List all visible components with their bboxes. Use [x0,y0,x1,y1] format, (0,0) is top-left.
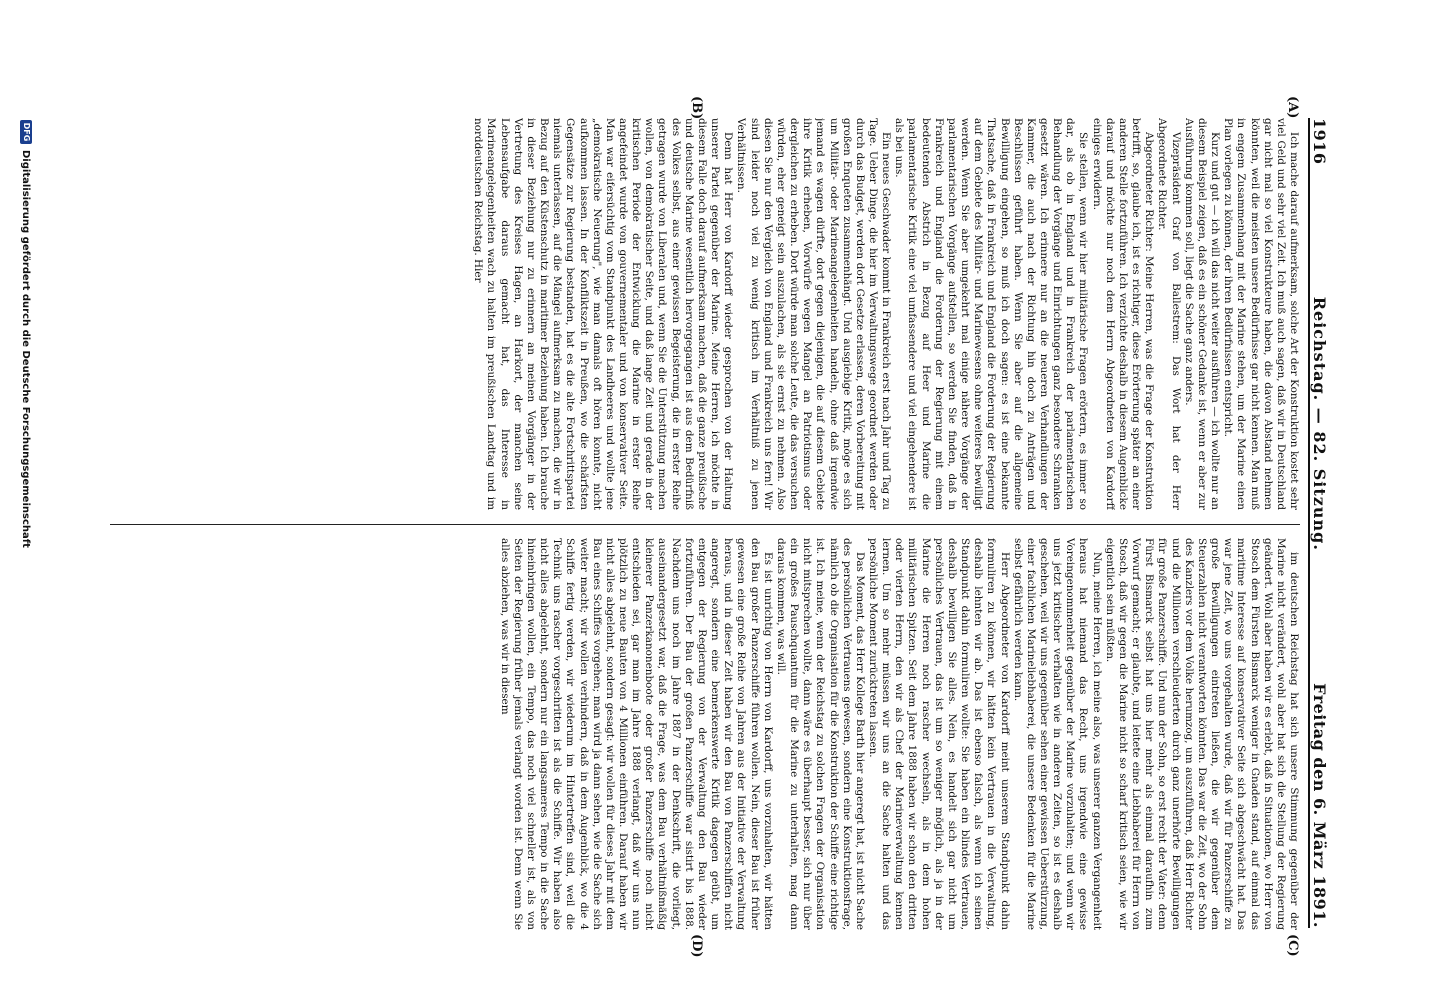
margin-mark-a: (A) [1285,96,1300,119]
session-title: Reichstag. — 82. Sitzung. [1310,296,1329,551]
dfg-logo: DFG [20,120,32,144]
paragraph: Kurz und gut — ich will das nicht weiter ausführen — ich wollte nur an diesem Beispiel zeigen, daß es ein schöner Gedanke ist, wenn er aber zur Ausführung kommen soll, liegt die Sache ganz anders. [1182,118,1222,510]
margin-mark-d: (D) [689,934,704,958]
paragraph: Ich mache darauf aufmerksam, solche Art der Konstruktion kostet sehr viel Geld und sehr viel Zeit. Ich muß auch sagen, daß wir in Deutschland gar nicht mal so viel Konstrukteure haben, die davon Abstand nehmen könnten, weil die meisten unsere Bedürfnisse gar nicht kennen. Man muß in engem Zusammenhang mit der Marine stehen, um der Marine einen Plan vorlegen zu können, der ihren Bedürfnissen entspricht. [1222,118,1300,510]
paragraph: Vizepräsident Graf von Ballestrem: Das Wort hat der Herr Abgeordnete Richter. [1156,118,1182,510]
session-date: Freitag den 6. März 1891. [1310,683,1329,928]
paragraph: Abgeordneter Richter: Meine Herren, was die Frage der Konstruktion betrifft, so, glaube ich, ist es richtiger, diese Erörterung später an einer anderen Stelle fortzuführen. Ich verzichte deshalb in diesem Augenblicke darauf und möchte nur noch dem Herrn Abgeordneten von Kardorff einiges erwidern. [1090,118,1156,510]
paragraph: Das Moment, das Herr Kollege Barth hier angeregt hat, ist nicht Sache des persönlichen Vertrauens gewesen, sondern eine Konstruktionsfrage, nämlich ob die Organisation für die Konstruktion der Schiffe eine richtige ist. Ich meine, wenn der Reichstag zu solchen Fragen der Organisation nicht mitsprechen wollte, dann wäre es überhaupt besser, sich nur über ein großes Pauschquantum für die Marine zu unterhalten, mag dann daraus kommen, was will. [774,538,866,930]
page-header [1308,118,1350,928]
text-column-left [100,118,1300,510]
paragraph: Ein neues Geschwader kommt in Frankreich erst nach Jahr und Tag zu Tage. Ueber Dinge, die hier im Verwaltungswege geordnet werden oder durch das Budget, werden dort Gesetze erlassen, deren Vorbereitung mit großen Enqueten zusammenhängt. Und ausgiebige Kritik, möge es sich um Militär- oder Marineangelegenheiten handeln, ohne daß irgendwie jemand es wagen dürfte, dort gegen diejenigen, die auf diesem Gebiete ihre Kritik erheben, Vorwürfe wegen Mangel an Patriotismus oder dergleichen zu erheben. Dort würde man solche Leute, die das versuchen würden, eher geneigt sein auszulachen, als sie ernst zu nehmen. Also diesen Sie nur den Vergleich von England und Frankreich uns fern! Wir sind leider noch viel zu wenig kritisch im Verhältniß zu jenen Verhältnissen. [735,118,893,510]
column-divider [110,524,1300,525]
text-column-right [100,538,1300,930]
paragraph: im deutschen Reichstag hat sich unsere Stimmung gegenüber der Marine nicht verändert, wohl aber hat sich die Stellung der Regierung geändert. Wohl aber haben wir es erlebt, daß in Situationen, wo Herr von Stosch dem Fürsten Bismarck weniger in Gnaden stand, auf einmal das maritime Interesse auf konservativer Seite sich abgeschwächt hat. Das war jene Zeit, wo uns vorgehalten wurde, daß wir für Panzerschiffe zu große Bewilligungen eintreten ließen, die wir gegenüber dem Steuerzahlen nicht verantworten könnten. Das war die Zeit, wo der Sohn des Kanzlers vor dem Volke herumzog, um auszuführen, daß Herr Richter und die Millionen verschleuderten durch ganz unerhörte Bewilligungen für große Panzerschiffe. Und nun der Sohn, so erst recht der Vater: denn Fürst Bismarck selbst hat uns hier mehr als einmal daraufhin zum Vorwurf gemacht; er glaubte, und leitete eine Liebhaberei für Herrn von Stosch, daß wir gegen die Marine nicht so scharf kritisch seien, wie wir eigentlich sein müßten. [1103,538,1300,930]
paragraph: Denn hat Herr von Kardorff wieder gesprochen von der Haltung unserer Partei gegenüber der Marine. Meine Herren, ich möchte in diesem Falle doch darauf aufmerksam machen, daß die ganze preußische und deutsche Marine wesentlich hervorgegangen ist aus dem Bedürfniß des Volkes selbst, aus einer gewissen Begeisterung, die in erster Reihe getragen wurde von Liberalen und, wenn Sie die Unterstützung machen wollen, von demokratischer Seite, und daß lange Zeit und gerade in der kritischen Periode der Entwicklung die Marine in erster Reihe angefeindet wurde von gouvernementaler und von konservativer Seite. Man war eifersüchtig vom Standpunkt des Landheeres und wollte jene „demokratische Neuerung", wie man damals oft hören konnte, nicht aufkommen lassen. In der Konfliktszeit in Preußen, wo die schärfsten Gegensätze zur Regierung bestanden, hat es die alte Fortschrittspartei niemals unterlassen, auf die Mängel aufmerksam zu machen, die wir in Bezug auf den Küstenschutz in maritimer Beziehung haben. Ich brauche in dieser Beziehung nur zu erinnern an meinen Vorgänger in der Vertretung des Kreises Hagen, an Harkort, der manchen seine Lebensaufgabe daraus gemacht hat, das Interesse in Marineangelegenheiten wach zu halten im preußischen Landtag und im norddeutschen Reichstag. Hier [472,118,735,510]
paragraph: Es ist unrichtig von Herrn von Kardorff, uns vorzuhalten, wir hätten den Bau großer Panzerschiffe führen wollen. Nein, dieser Bau ist früher gewesen eine große Reihe von Jahren aus der Initiative der Verwaltung heraus, und in dieser Zeit haben wir den Bau von Panzerschiffen nicht angeregt, sondern eine bemerkenswerte Kritik dagegen geübt, um entgegen der Regierung von der Verwaltung den Bau wieder fortzuführen. Der Bau der großen Panzerschiffe war sistirt bis 1888. Nachdem uns noch im Jahre 1887 in der Denkschrift, die vorliegt, auseinandergesetzt war, daß die Frage, was dem Bau verhältnißmäßig kleinerer Panzerkanonenboote oder großer Panzerschiffe noch nicht entschieden sei, gar man im Jahre 1888 verlangt, daß wir uns nun plötzlich zu neue Bauten von 4 Millionen einführen. Darauf haben wir nicht alles abgelehnt, sondern gesagt: wir wollen für dieses Jahr mit dem Bau eines Schiffes vorgehen; man wird ja dann sehen, wie die Sache sich weiter macht; wir wollen verhindern, daß in dem Augenblick, wo die 4 Schiffe fertig werden, wir wiederum im Hintertreffen sind, weil die Technik uns rascher vorgeschritten ist als die Schiffe. Wir haben also nicht alles abgelehnt, sondern nur ein langsameres Tempo in die Sache hineinbringen wollen, ein Tempo, das noch viel schneller ist, als von Seiten der Regierung früher jemals verlangt worden ist. Denn wenn Sie alles abziehen, was wir in diesem [498,538,774,930]
digitization-footer [20,120,32,900]
page-number: 1916 [1310,118,1329,165]
paragraph: Nun, meine Herren, ich meine also, was unserer ganzen Vergangenheit heraus hat niemand das Recht, uns irgendwie eine gewisse Voreingenommenheit gegenüber der Marine vorzuhalten; und wenn wir uns jetzt kritischer verhalten wie in anderen Zeiten, so ist es deshalb geschehen, weil wir uns gegenüber sehen einer gewissen Ueberstürzung, einer fachlichen Marineliebhaberei, die unsere Bedenken für die Marine selbst gefährlich werden kann. [1011,538,1103,930]
paragraph: Herr Abgeordneter von Kardorff meint unserem Standpunkt dahin formuliren zu können, wir hätten kein Vertrauen in die Verwaltung, deshalb lehnten wir ab. Das ist ebenso falsch, als wenn ich seinen Standpunkt dahin formuliren wollte: Sie haben ein blindes Vertrauen, deshalb bewilligen Sie alles. Nein, es handelt sich gar nicht um persönliches Vertrauen, das ist um so weniger möglich, als ja in der Marine die Herren noch rascher wechseln, als in dem hohen militärischen Spitzen. Seit dem Jahre 1888 haben wir schon den dritten oder vierten Herrn, den wir als Chef der Marineverwaltung kennen lernen. Um so mehr müssen wir uns an die Sache halten und das persönliche Moment zurücktreten lassen. [867,538,1011,930]
footer-credit: Digitalisierung gefördert durch die Deutsche Forschungsgemeinschaft [20,150,32,548]
margin-mark-c: (C) [1285,934,1300,957]
margin-mark-b: (B) [689,96,704,120]
paragraph: Sie stellen, wenn wir hier militärische Fragen erörtern, es immer so dar, als ob in England und in Frankreich der parlamentarischen Behandlung der Vorgänge und Einrichtungen ganz besondere Schranken gesetzt wären. Ich erinnere nur an die neueren Verhandlungen der Kammer, die auch nach der Richtung hin doch zu Anträgen und Beschlüssen geführt haben. Wenn Sie aber auf die allgemeine Bewilligung eingehen, so muß ich doch sagen: es ist eine bekannte Thatsache, daß in Frankreich und England die Forderung der Regierung auf dem Gebiete des Militär- und Marinewesens ohne weiteres bewilligt werden. Wenn Sie aber umgekehrt mal einige nähere Vorgänge der parlamentarischen Vorgänge aufstellen, so werden Sie finden, daß in Frankreich und England die Forderung der Regierung mit einem bedeutenden Abstrich in Bezug auf Heer und Marine die parlamentarische Kritik eine viel umfassendere und viel eingehendere ist als bei uns. [893,118,1090,510]
